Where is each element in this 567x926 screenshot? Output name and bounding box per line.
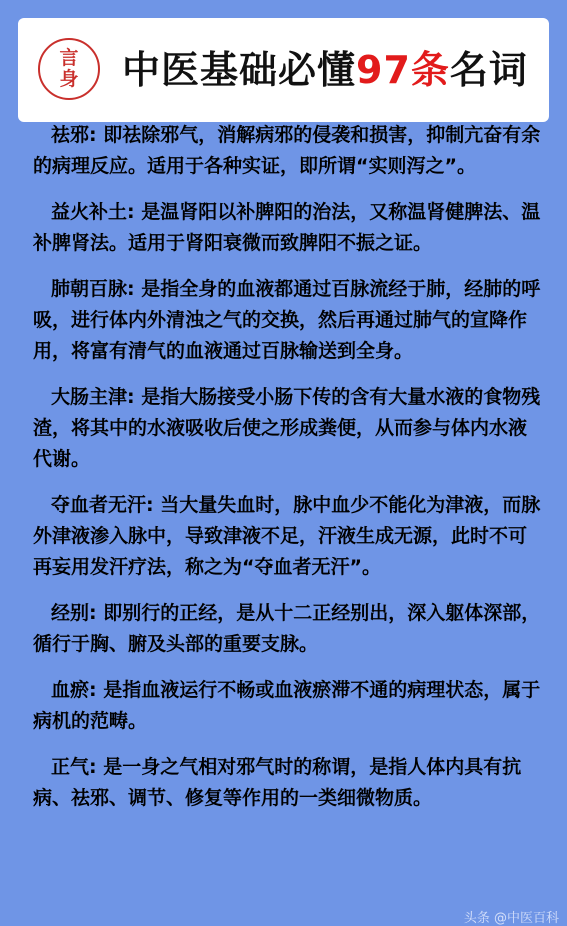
- item-text: 即别行的正经，是从十二正经别出，深入躯体深部，循行于胸、腑及头部的重要支脉。: [33, 602, 541, 655]
- item-text: 是指大肠接受小肠下传的含有大量水液的食物残渣，将其中的水液吸收后使之形成粪便，从而参与体内水液代谢。: [33, 386, 541, 470]
- item-term: 肺朝百脉:: [51, 278, 135, 300]
- item-text: 是一身之气相对邪气时的称谓，是指人体内具有抗病、祛邪、调节、修复等作用的一类细微物质。: [33, 756, 522, 809]
- item-text: 即祛除邪气，消解病邪的侵袭和损害，抑制亢奋有余的病理反应。适用于各种实证，即所谓“实则泻之”。: [33, 124, 541, 177]
- title-number: 97: [356, 48, 411, 92]
- list-item: [33, 752, 543, 814]
- item-term: 经别:: [51, 602, 97, 624]
- title-prefix: 中医基础必懂: [122, 48, 357, 92]
- list-item: [33, 382, 543, 475]
- list-item: [33, 490, 543, 583]
- item-term: 正气:: [51, 756, 97, 778]
- list-item: [33, 197, 543, 259]
- item-term: 大肠主津:: [51, 386, 135, 408]
- list-item: [33, 598, 543, 660]
- list-item: [33, 675, 543, 737]
- item-text: 当大量失血时，脉中血少不能化为津液，而脉外津液渗入脉中，导致津液不足，汗液生成无源，此时不可再妄用发汗疗法，称之为“夺血者无汗”。: [33, 494, 541, 578]
- item-text: 是指全身的血液都通过百脉流经于肺，经肺的呼吸，进行体内外清浊之气的交换，然后再通过肺气的宣降作用，将富有清气的血液通过百脉输送到全身。: [33, 278, 541, 362]
- item-term: 夺血者无汗:: [51, 494, 154, 516]
- item-term: 祛邪:: [51, 124, 97, 146]
- item-text: 是指血液运行不畅或血液瘀滞不通的病理状态，属于病机的范畴。: [33, 679, 541, 732]
- term-list: [33, 120, 543, 829]
- logo-char-top: 言: [59, 47, 79, 69]
- title-suffix-accent: 条: [410, 48, 450, 92]
- title-suffix: 名词: [449, 48, 528, 92]
- list-item: [33, 274, 543, 367]
- item-term: 血瘀:: [51, 679, 97, 701]
- item-term: 益火补土:: [51, 201, 135, 223]
- header-banner: [18, 18, 549, 122]
- logo-char-bottom: 身: [59, 68, 79, 90]
- item-text: 是温肾阳以补脾阳的治法，又称温肾健脾法、温补脾肾法。适用于肾阳衰微而致脾阳不振之证。: [33, 201, 541, 254]
- logo-seal: [38, 38, 100, 100]
- watermark-text: 头条 @中医百科: [463, 911, 559, 926]
- page-title: [122, 42, 528, 98]
- list-item: [33, 120, 543, 182]
